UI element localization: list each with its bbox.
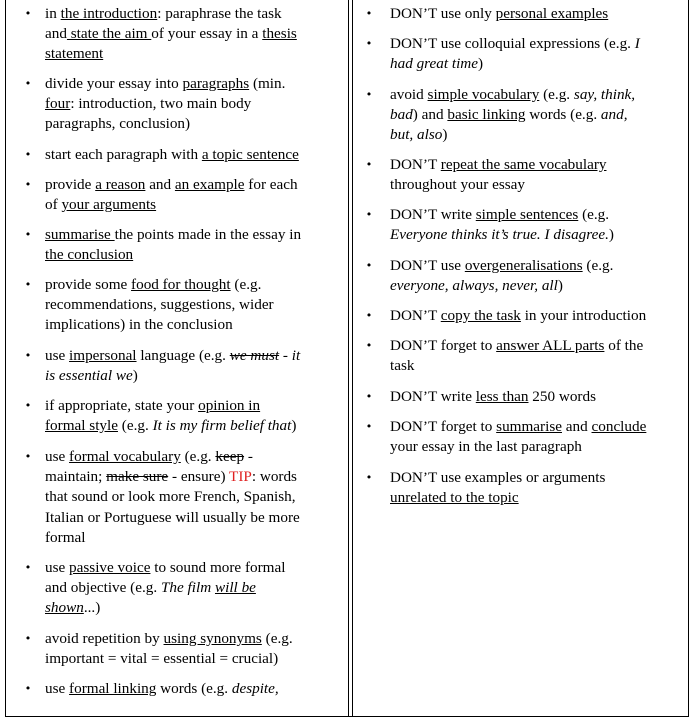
list-item: • summarise the points made in the essay in the conclusion [20, 225, 345, 265]
bullet-icon: • [24, 77, 32, 90]
bullet-icon: • [365, 7, 373, 20]
list-item: • DON’T use only personal examples [361, 4, 686, 24]
list-item: • divide your essay into paragraphs (min. four: introduction, two main body paragraphs, conclusion) [20, 74, 345, 135]
bullet-icon: • [24, 349, 32, 362]
bullet-icon: • [24, 7, 32, 20]
list-item: • DON’T repeat the same vocabulary throughout your essay [361, 155, 686, 195]
bullet-icon: • [24, 632, 32, 645]
list-item: • DON’T forget to summarise and conclude your essay in the last paragraph [361, 417, 686, 457]
list-item: • DON’T use examples or arguments unrelated to the topic [361, 468, 686, 508]
list-item: • avoid simple vocabulary (e.g. say, think, bad) and basic linking words (e.g. and, but, also) [361, 85, 686, 146]
tips-table [5, 0, 689, 717]
list-item: • DON’T write less than 250 words [361, 387, 686, 407]
bullet-icon: • [365, 88, 373, 101]
list-item: • DON’T use colloquial expressions (e.g. I had great time) [361, 34, 686, 74]
list-item: • in the introduction: paraphrase the task and state the aim of your essay in a thesis statement [20, 4, 345, 65]
column-divider [348, 0, 353, 716]
list-item: • DON’T copy the task in your introduction [361, 306, 686, 326]
list-item: • provide a reason and an example for each of your arguments [20, 175, 345, 215]
list-item: • use impersonal language (e.g. we must - it is essential we) [20, 346, 345, 386]
bullet-icon: • [365, 339, 373, 352]
tip-label: TIP [229, 468, 252, 486]
bullet-icon: • [24, 228, 32, 241]
bullet-icon: • [24, 178, 32, 191]
bullet-icon: • [365, 158, 373, 171]
bullet-icon: • [24, 682, 32, 695]
list-item: • provide some food for thought (e.g. recommendations, suggestions, wider implications) in the conclusion [20, 275, 345, 336]
bullet-icon: • [365, 259, 373, 272]
list-item: • if appropriate, state your opinion in formal style (e.g. It is my firm belief that) [20, 396, 345, 436]
bullet-icon: • [24, 278, 32, 291]
list-item: • start each paragraph with a topic sentence [20, 145, 345, 165]
list-item: • avoid repetition by using synonyms (e.g. important = vital = essential = crucial) [20, 629, 345, 669]
bullet-icon: • [24, 399, 32, 412]
list-item: • DON’T use overgeneralisations (e.g. everyone, always, never, all) [361, 256, 686, 296]
bullet-icon: • [365, 208, 373, 221]
bullet-icon: • [24, 148, 32, 161]
bullet-icon: • [365, 390, 373, 403]
bullet-icon: • [365, 471, 373, 484]
bullet-icon: • [365, 309, 373, 322]
list-item: • DON’T forget to answer ALL parts of the task [361, 336, 686, 376]
list-item: • use formal vocabulary (e.g. keep - maintain; make sure - ensure) TIP: words that sound or look more French, Spanish, Italian or Portuguese will usually be more formal [20, 447, 345, 548]
bullet-icon: • [365, 420, 373, 433]
list-item: • DON’T write simple sentences (e.g. Everyone thinks it’s true. I disagree.) [361, 205, 686, 245]
bullet-icon: • [365, 37, 373, 50]
list-item: • use passive voice to sound more formal and objective (e.g. The film will be shown...) [20, 558, 345, 619]
list-item: • use formal linking words (e.g. despite, [20, 679, 345, 699]
bullet-icon: • [24, 450, 32, 463]
bullet-icon: • [24, 561, 32, 574]
